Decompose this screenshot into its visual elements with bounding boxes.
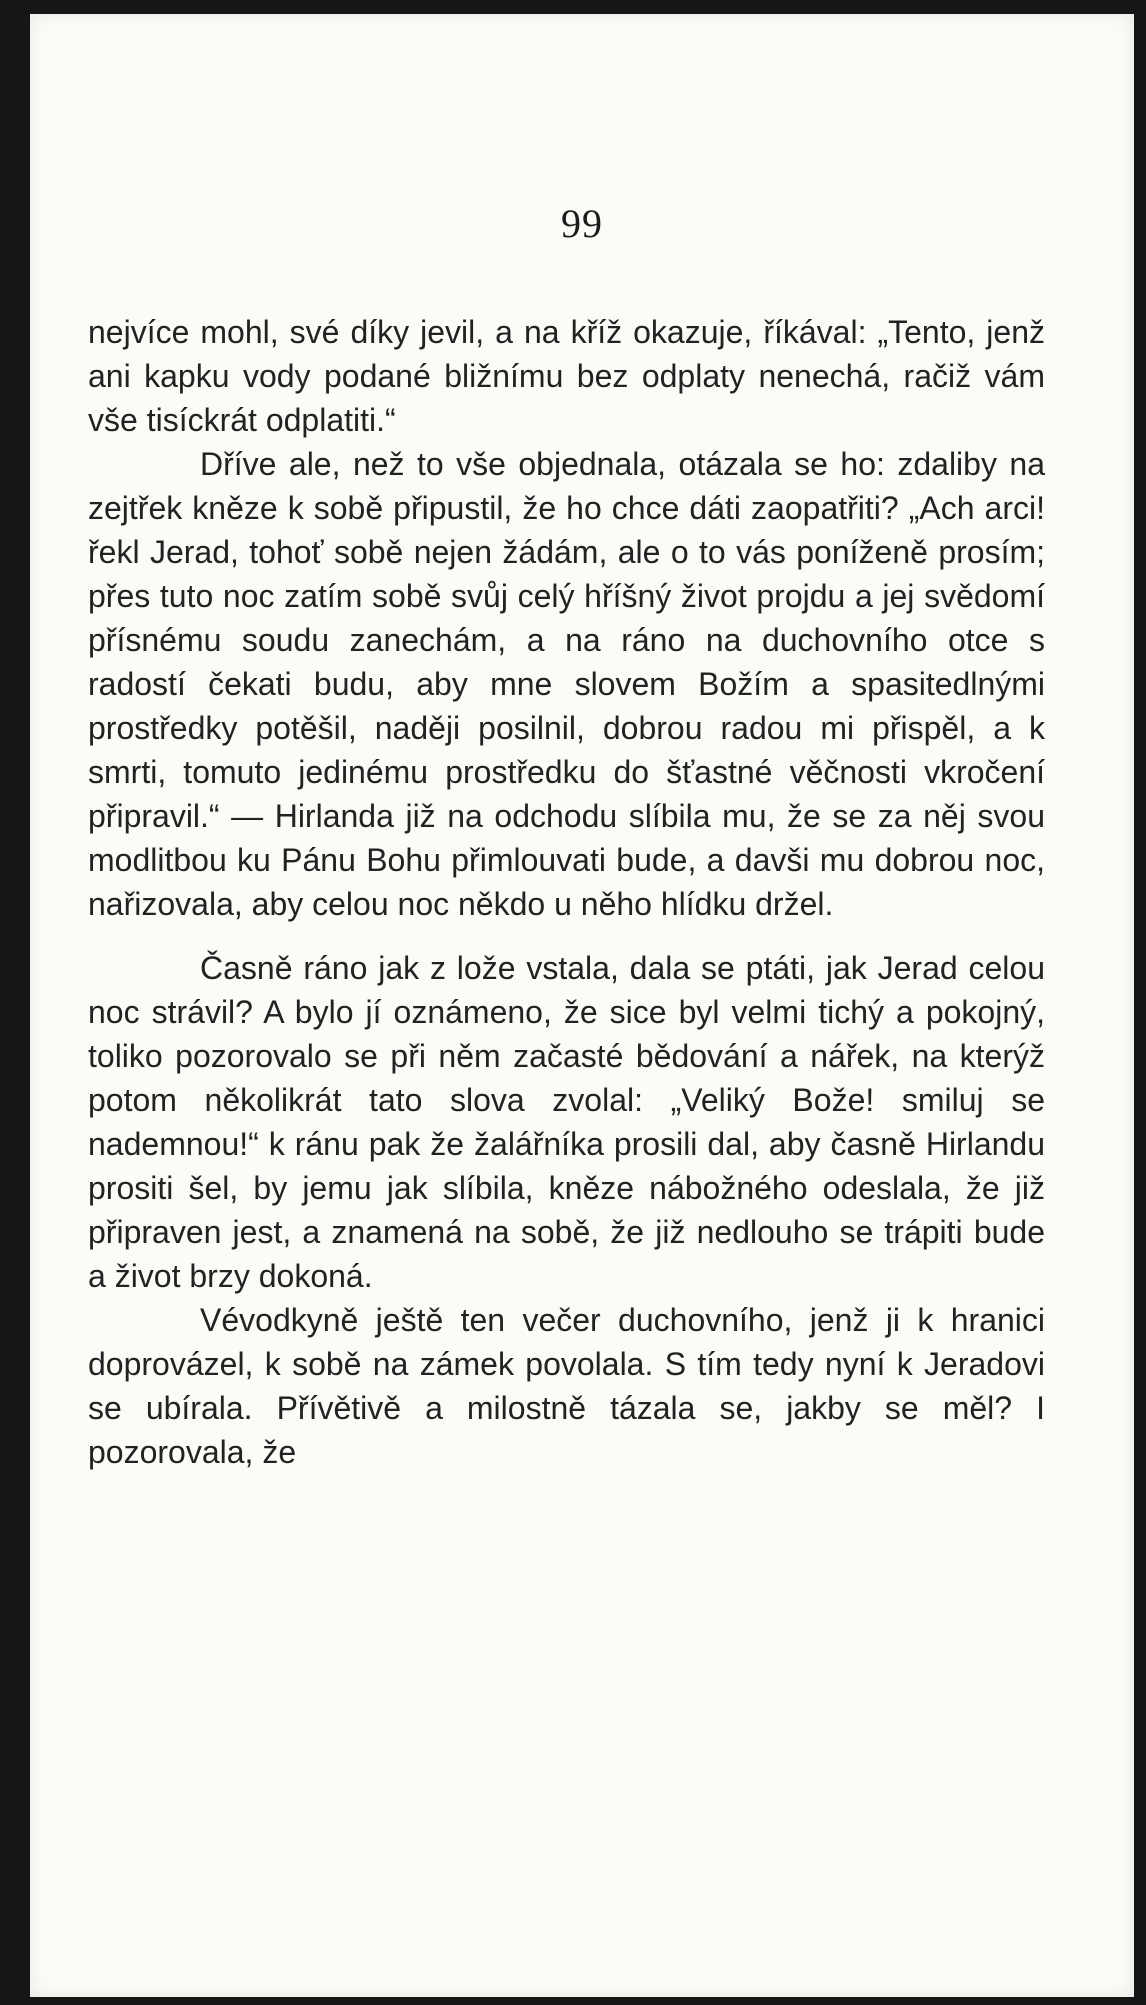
paragraph-3: Časně ráno jak z lože vstala, dala se ptáti, jak Jerad celou noc strávil? A bylo jí oznámeno, že sice byl velmi tichý a pokojný, toliko pozorovalo se při něm začasté bědování a nářek, na kterýž potom několikrát tato slova zvolal: „Veliký Bože! smiluj se nademnou!“ k ránu pak že žalářníka prosili dal, aby časně Hirlandu prositi šel, by jemu jak slíbila, kněze nábožného odeslala, že již připraven jest, a znamená na sobě, že již nedlouho se trápiti bude a život brzy dokoná. bbox=[88, 950, 1045, 1294]
paragraph-2: Dříve ale, než to vše objednala, otázala se ho: zdaliby na zejtřek kněze k sobě připustil, že ho chce dáti zaopatřiti? „Ach arci! řekl Jerad, tohoť sobě nejen žádám, ale o to vás poníženě prosím; přes tuto noc zatím sobě svůj celý hříšný život projdu a jej svědomí přísnému soudu zanechám, a na ráno na duchovního otce s radostí čekati budu, aby mne slovem Božím a spasitedlnými prostředky potěšil, naději posilnil, dobrou radou mi přispěl, a k smrti, tomuto jedinému prostředku do šťastné věčnosti vkročení připravil.“ — Hirlanda již na odchodu slíbila mu, že se za něj svou modlitbou ku Pánu Bohu přimlouvati bude, a davši mu dobrou noc, nařizovala, aby celou noc někdo u něho hlídku držel. bbox=[88, 446, 1045, 922]
body-text bbox=[88, 310, 1045, 1474]
page-number: 99 bbox=[561, 201, 603, 246]
paragraph-4: Vévodkyně ještě ten večer duchovního, jenž ji k hranici doprovázel, k sobě na zámek povolala. S tím tedy nyní k Jeradovi se ubírala. Přívětivě a milostně tázala se, jakby se měl? I pozorovala, že bbox=[88, 1302, 1045, 1470]
book-page bbox=[30, 14, 1134, 1997]
paragraph-1: nejvíce mohl, své díky jevil, a na kříž okazuje, říkával: „Tento, jenž ani kapku vody podané bližnímu bez odplaty nenechá, račiž vám vše tisíckrát odplatiti.“ bbox=[88, 314, 1045, 438]
